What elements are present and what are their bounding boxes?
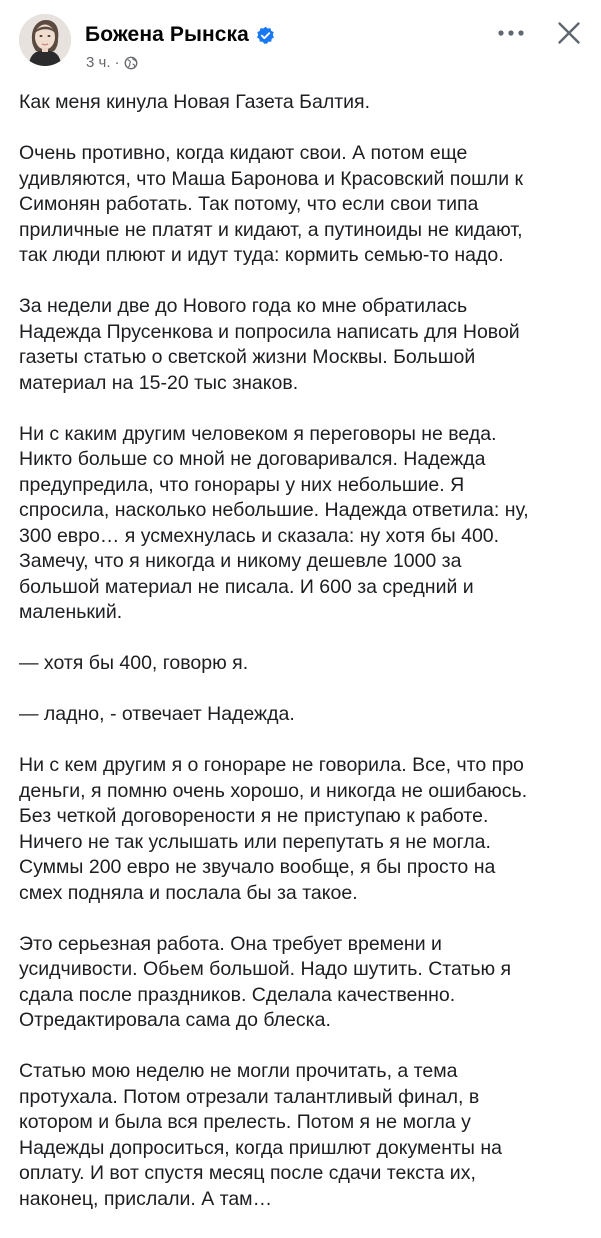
post-meta <box>86 54 138 71</box>
meta-separator: · <box>114 54 120 71</box>
verified-badge-icon <box>256 26 275 45</box>
post-paragraph: Статью мою неделю не могли прочитать, а тема протухала. Потом отрезали талантливый финал, в котором и была вся прелесть. Потом я не могла у Надежды допроситься, когда пришлют документы на оплату. И вот спустя месяц после сдачи текста их, наконец, прислали. А там… <box>19 1060 502 1210</box>
post-paragraph: Ни с кем другим я о гонораре не говорила. Все, что про деньги, я помню очень хорошо, и никогда не ошибаюсь. Без четкой договорености я не приступаю к работе. Ничего не так услышать или перепутать я не могла. Суммы 200 евро не звучало вообще, я бы просто на смех подняла и послала бы за такое. <box>19 754 528 904</box>
more-options-button[interactable] <box>493 21 529 45</box>
post-text <box>19 90 585 1238</box>
post-paragraph: Это серьезная работа. Она требует времени и усидчивости. Обьем большой. Надо шутить. Статью я сдала после праздников. Сделала качественно. Отредактировала сама до блеска. <box>19 932 512 1031</box>
post-time[interactable]: 3 ч. <box>86 54 111 71</box>
avatar[interactable] <box>19 14 71 66</box>
post-paragraph: Очень противно, когда кидают свои. А потом еще удивляются, что Маша Баронова и Красовский пошли к Симонян работать. Так потому, что если свои типа приличные не платят и кидают, а путиноиды не кидают, так люди плюют и идут туда: кормить семью-то надо. <box>19 142 524 266</box>
post-paragraph: За недели две до Нового года ко мне обратилась Надежда Прусенкова и попросила написать для Новой газеты статью о светской жизни Москвы. Большой материал на 15-20 тыс знаков. <box>19 295 520 394</box>
more-horizontal-icon <box>497 29 525 37</box>
globe-icon <box>124 56 138 70</box>
author-name-text[interactable]: Божена Рынска <box>85 23 249 46</box>
close-button[interactable] <box>554 18 584 48</box>
author-name[interactable] <box>85 23 275 47</box>
close-icon <box>557 21 581 45</box>
post-header <box>0 0 601 84</box>
avatar-image <box>19 14 71 66</box>
post-paragraph: — хотя бы 400, говорю я. <box>19 652 249 674</box>
post-paragraph: Как меня кинула Новая Газета Балтия. <box>19 91 370 113</box>
post-paragraph: — ладно, - отвечает Надежда. <box>19 703 295 725</box>
post-paragraph: Ни с каким другим человеком я переговоры не веда. Никто больше со мной не договаривался. Надежда предупредила, что гонорары у них небольшие. Я спросила, насколько небольшие. Надежда ответила: ну, 300 евро… я усмехнулась и сказала: ну хотя бы 400. Замечу, что я никогда и никому дешевле 1000 за большой материал не писала. И 600 за средний и маленький. <box>19 422 529 623</box>
